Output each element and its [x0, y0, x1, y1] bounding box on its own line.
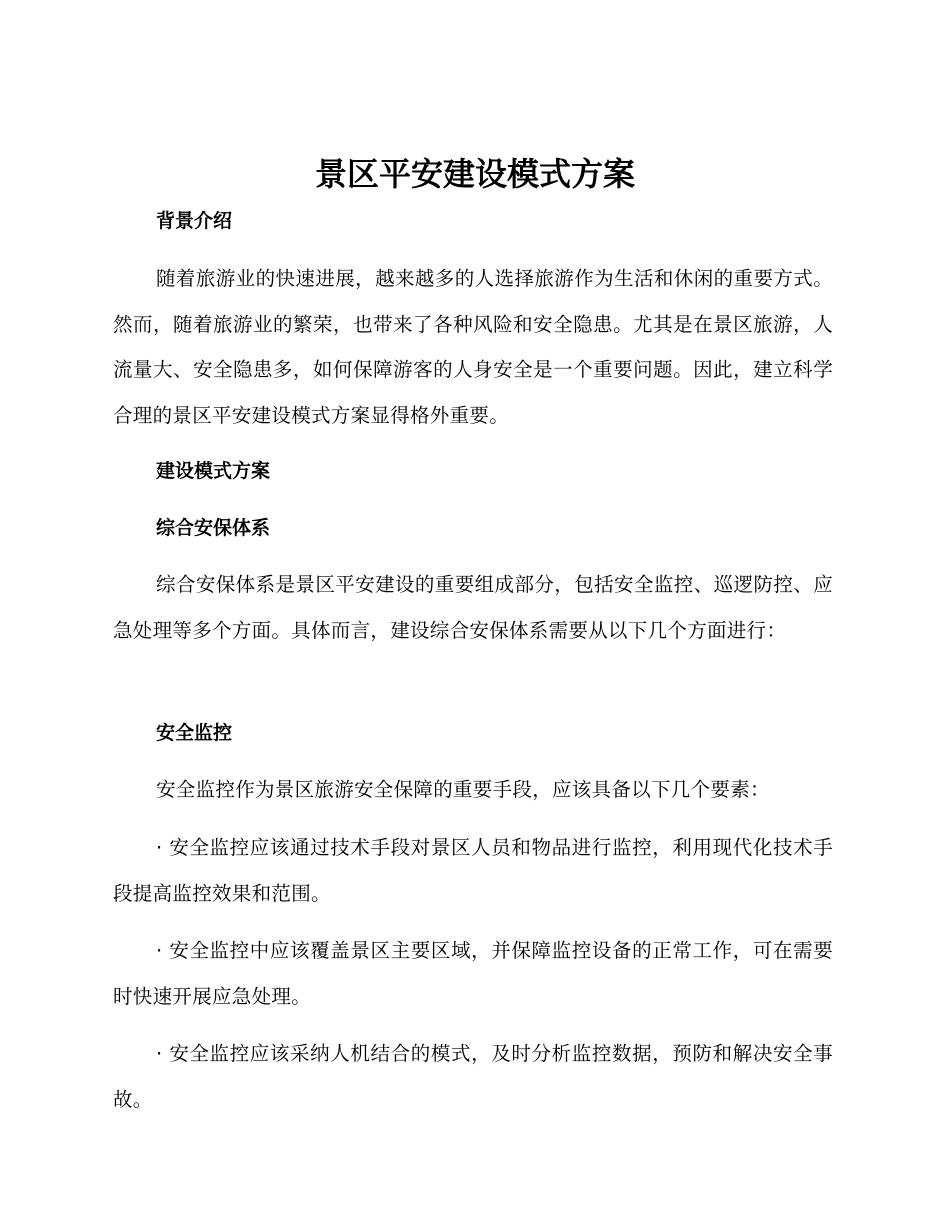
paragraph-monitoring-intro: 安全监控作为景区旅游安全保障的重要手段，应该具备以下几个要素： [156, 778, 770, 801]
bullet-item-1: · 安全监控应该通过技术手段对景区人员和物品进行监控，利用现代化技术手段提高监控效果和范围。 [113, 836, 833, 905]
section-heading-background: 背景介绍 [156, 210, 233, 232]
bullet-item-2: · 安全监控中应该覆盖景区主要区域，并保障监控设备的正常工作，可在需要时快速开展应急处理。 [113, 939, 833, 1008]
section-heading-plan: 建设模式方案 [156, 460, 271, 482]
document-title: 景区平安建设模式方案 [314, 155, 635, 193]
paragraph-security-system: 综合安保体系是景区平安建设的重要组成部分，包括安全监控、巡逻防控、应急处理等多个方面。具体而言，建设综合安保体系需要从以下几个方面进行： [113, 573, 833, 642]
section-heading-security-system: 综合安保体系 [156, 517, 271, 539]
section-heading-monitoring: 安全监控 [156, 722, 233, 744]
paragraph-background: 随着旅游业的快速进展，越来越多的人选择旅游作为生活和休闲的重要方式。然而，随着旅游业的繁荣，也带来了各种风险和安全隐患。尤其是在景区旅游，人流量大、安全隐患多，如何保障游客的人身安全是一个重要问题。因此，建立科学合理的景区平安建设模式方案显得格外重要。 [113, 267, 833, 427]
bullet-item-3: · 安全监控应该采纳人机结合的模式，及时分析监控数据，预防和解决安全事故。 [113, 1042, 833, 1111]
